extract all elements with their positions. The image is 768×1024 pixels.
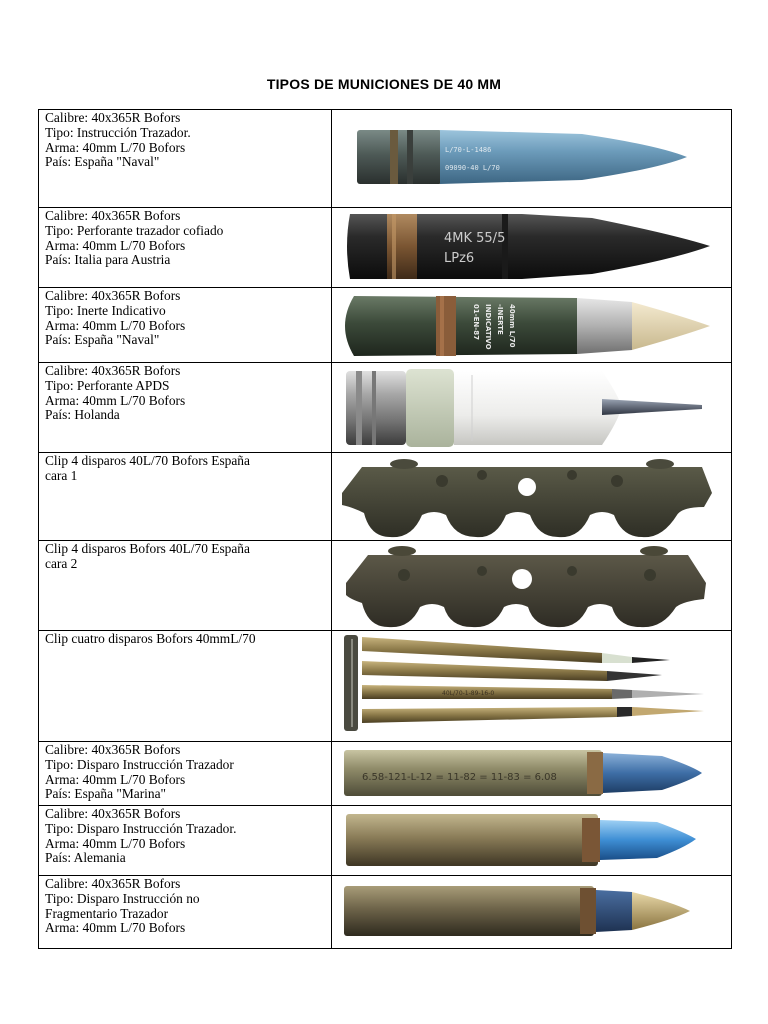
country-text: País: España "Naval" xyxy=(45,332,160,348)
cartridge-marking: 6.58-121-L-12 = 11-82 = 11-83 = 6.08 xyxy=(362,772,557,783)
caliber-text: Calibre: 40x365R Bofors xyxy=(45,742,181,757)
row-image-cell xyxy=(332,363,732,453)
shell-marking: -INERTE xyxy=(496,304,504,335)
ammunition-table xyxy=(38,109,732,949)
document-title: TIPOS DE MUNICIONES DE 40 MM xyxy=(266,76,502,92)
row-image-cell xyxy=(332,288,732,363)
row-image-cell xyxy=(332,876,732,949)
caliber-text: Calibre: 40x365R Bofors xyxy=(45,208,181,223)
table-row xyxy=(39,631,732,742)
row-image-cell xyxy=(332,110,732,208)
shell-black-ap-image xyxy=(332,208,731,287)
weapon-text: Arma: 40mm L/70 Bofors xyxy=(45,835,186,851)
country-text: País: España "Naval" xyxy=(45,154,160,170)
clip-description-text: Clip 4 disparos 40L/70 Bofors España xyxy=(45,453,250,468)
type-text-continued: Fragmentario Trazador xyxy=(45,905,169,921)
table-row xyxy=(39,541,732,631)
row-description xyxy=(39,631,332,742)
clip-side-text: cara 2 xyxy=(45,555,78,571)
row-description xyxy=(39,453,332,541)
row-description xyxy=(39,806,332,876)
cartridge-blue-marina-image xyxy=(332,742,731,805)
country-text: País: Alemania xyxy=(45,850,126,866)
type-text: Tipo: Perforante trazador cofiado xyxy=(45,222,224,238)
shell-marking: 01-EN-87 xyxy=(472,304,480,340)
clip-side-2-image xyxy=(332,541,731,630)
table-row xyxy=(39,110,732,208)
clip-description-text: Clip cuatro disparos Bofors 40mmL/70 xyxy=(45,631,256,646)
row-image-cell xyxy=(332,742,732,806)
row-image-cell xyxy=(332,806,732,876)
row-description xyxy=(39,288,332,363)
shell-apds-sabot-image xyxy=(332,363,731,452)
country-text: País: España "Marina" xyxy=(45,786,167,802)
type-text: Tipo: Disparo Instrucción Trazador. xyxy=(45,820,237,836)
clip-four-rounds-image xyxy=(332,631,731,741)
shell-blue-tip-naval-image xyxy=(332,110,731,207)
weapon-text: Arma: 40mm L/70 Bofors xyxy=(45,237,186,253)
shell-marking: INDICATIVO xyxy=(484,304,492,350)
table-row xyxy=(39,453,732,541)
shell-inert-cream-tip-image xyxy=(332,288,731,362)
row-description xyxy=(39,742,332,806)
type-text: Tipo: Instrucción Trazador. xyxy=(45,124,191,140)
clip-description-text: Clip 4 disparos Bofors 40L/70 España xyxy=(45,541,250,556)
table-row xyxy=(39,208,732,288)
row-image-cell xyxy=(332,631,732,742)
type-text: Tipo: Disparo Instrucción Trazador xyxy=(45,756,234,772)
cartridge-blue-alemania-image xyxy=(332,806,731,875)
weapon-text: Arma: 40mm L/70 Bofors xyxy=(45,139,186,155)
row-description xyxy=(39,363,332,453)
table-row xyxy=(39,288,732,363)
caliber-text: Calibre: 40x365R Bofors xyxy=(45,806,181,821)
caliber-text: Calibre: 40x365R Bofors xyxy=(45,876,181,891)
weapon-text: Arma: 40mm L/70 Bofors xyxy=(45,317,186,333)
clip-side-text: cara 1 xyxy=(45,467,78,483)
weapon-text: Arma: 40mm L/70 Bofors xyxy=(45,392,186,408)
type-text: Tipo: Disparo Instrucción no xyxy=(45,890,200,906)
row-description xyxy=(39,208,332,288)
table-row xyxy=(39,363,732,453)
caliber-text: Calibre: 40x365R Bofors xyxy=(45,110,181,125)
weapon-text: Arma: 40mm L/70 Bofors xyxy=(45,920,186,936)
row-image-cell xyxy=(332,541,732,631)
type-text: Tipo: Perforante APDS xyxy=(45,377,170,393)
type-text: Tipo: Inerte Indicativo xyxy=(45,302,166,318)
country-text: País: Holanda xyxy=(45,407,120,423)
row-image-cell xyxy=(332,208,732,288)
cartridge-bronze-tip-image xyxy=(332,876,731,948)
row-image-cell xyxy=(332,453,732,541)
shell-marking: 40mm L/70 xyxy=(508,304,516,348)
shell-marking: L/70-L-1486 xyxy=(445,146,492,154)
weapon-text: Arma: 40mm L/70 Bofors xyxy=(45,771,186,787)
table-row xyxy=(39,742,732,806)
shell-marking: LPz6 xyxy=(444,251,475,266)
row-description xyxy=(39,876,332,949)
clip-side-1-image xyxy=(332,453,731,540)
shell-marking: 4MK 55/5 xyxy=(444,231,506,246)
caliber-text: Calibre: 40x365R Bofors xyxy=(45,288,181,303)
shell-marking: 09090-40 L/70 xyxy=(445,164,500,172)
shell-marking: 40L/70-1-89-16-0 xyxy=(442,690,495,697)
caliber-text: Calibre: 40x365R Bofors xyxy=(45,363,181,378)
row-description xyxy=(39,110,332,208)
country-text: País: Italia para Austria xyxy=(45,252,171,268)
table-row xyxy=(39,806,732,876)
table-row xyxy=(39,876,732,949)
row-description xyxy=(39,541,332,631)
